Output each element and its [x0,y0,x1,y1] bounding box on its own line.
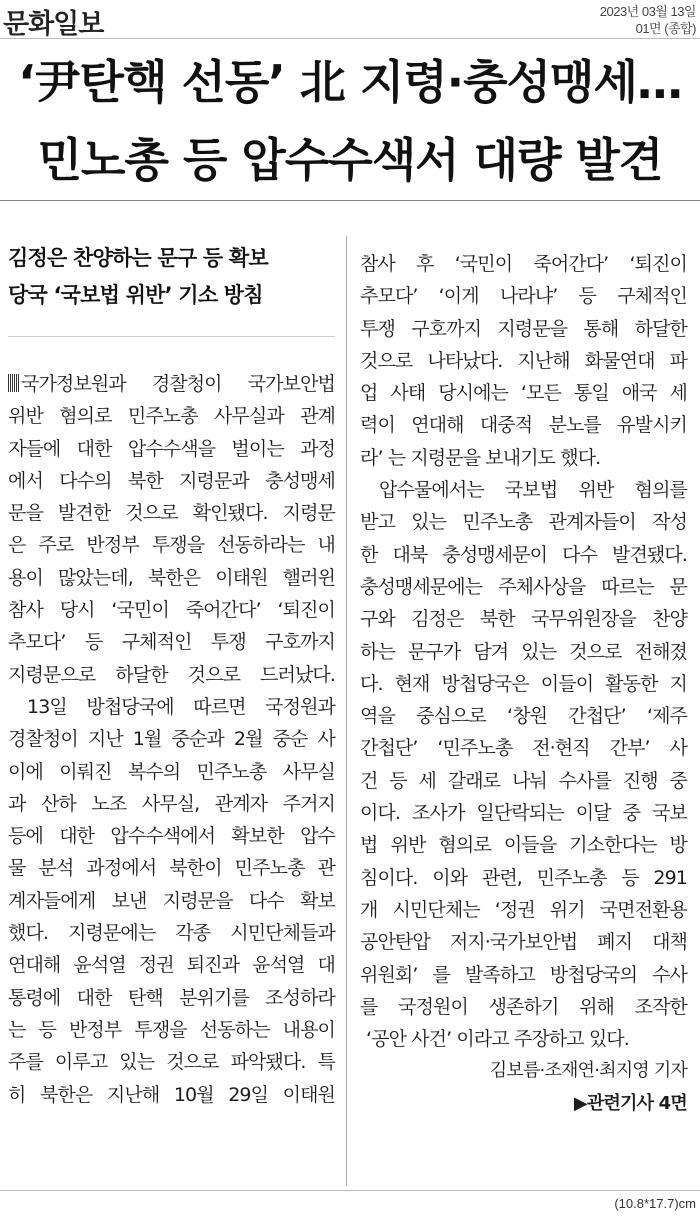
body-line: 통령에 대한 탄핵 분위기를 조성하라 [8,986,335,1009]
body-line: 것으로 나타났다. 지난해 화물연대 파 [360,349,687,372]
body-line: ‘공안 사건’ 이라고 주장하고 있다. [366,1028,629,1051]
body-line: 추모다’ ‘이게 나라냐’ 등 구체적인 [360,285,687,308]
publication-date: 2023년 03월 13일 [599,4,696,19]
body-line: 히 북한은 지난해 10월 29일 이태원 [8,1083,335,1106]
body-line: 참사 후 ‘국민이 죽어간다’ ‘퇴진이 [360,253,687,275]
body-line: 등에 대한 압수수색에서 확보한 압수 [8,825,335,848]
body-line: 13일 방첩당국에 따르면 국정원과 [27,695,335,718]
body-line: 물 분석 과정에서 북한이 민주노총 관 [8,857,335,880]
subheadline-line-2: 당국 ‘국보법 위반’ 기소 방침 [8,283,263,307]
body-line: 문을 발견한 것으로 확인됐다. 지령문 [8,502,335,525]
body-line: 에서 다수의 북한 지령문과 충성맹세 [8,469,335,492]
headline-divider [0,200,700,201]
article-column-right [360,248,687,1120]
body-line: 자들에 대한 압수수색을 벌이는 과정 [8,437,335,460]
subheadline-line-1: 김정은 찬양하는 문구 등 확보 [8,246,268,270]
article-size-note: (10.8*17.7)cm [614,1196,696,1211]
body-line: 은 주로 반정부 투쟁을 선동하라는 내 [8,534,335,557]
masthead [0,0,700,39]
bottom-divider [0,1190,700,1191]
body-line: 이다. 조사가 일단락되는 이달 중 국보 [360,802,687,825]
body-line: 연대해 윤석열 정권 퇴진과 윤석열 대 [8,954,335,977]
body-line: 공안탄압 저지·국가보안법 폐지 대책 [360,931,687,954]
body-line: 충성맹세문에는 주체사상을 따르는 문 [360,575,687,598]
column-divider [346,236,347,1186]
byline: 김보름·조재연·최지영 기자 [489,1060,687,1082]
body-line: 경찰청이 지난 1월 중순과 2월 중순 사 [8,728,335,751]
subheadline-divider [8,336,335,337]
body-line: 침이다. 이와 관련, 민주노총 등 291 [360,866,687,889]
body-line: 역을 중심으로 ‘창원 간첩단’ ‘제주 [360,705,687,728]
body-line: 받고 있는 민주노총 관계자들이 작성 [360,511,687,534]
body-line: 한 대북 충성맹세문이 다수 발견됐다. [360,543,687,566]
body-line: 이에 이뤄진 복수의 민주노총 사무실 [8,760,335,783]
article-column-left [8,240,335,1111]
subheadline-spacer [8,314,335,368]
body-line: 를 국정원이 생존하기 위해 조작한 [360,995,687,1018]
body-line: 주를 이루고 있는 것으로 파악됐다. 특 [8,1051,335,1074]
body-line: 추모다’ 등 구체적인 투쟁 구호까지 [8,631,335,654]
page-section: 01면 (종합) [635,21,696,36]
body-line: 간첩단’ ‘민주노총 전·현직 간부’ 사 [360,737,687,760]
body-line: 위반 혐의로 민주노총 사무실과 관계 [8,405,335,428]
body-line: 구와 김정은 북한 국무위원장을 찬양 [360,608,687,631]
body-line: 했다. 지령문에는 각종 시민단체들과 [8,922,335,945]
body-line: 참사 당시 ‘국민이 죽어간다’ ‘퇴진이 [8,599,335,622]
body-line: 하는 문구가 담겨 있는 것으로 전해졌 [360,640,687,663]
body-line: 지령문으로 하달한 것으로 드러났다. [8,663,335,686]
headline-line-2: 민노총 등 압수수색서 대량 발견 [37,133,663,187]
body-line: 계자들에게 보낸 지령문을 다수 확보 [8,889,335,912]
body-line: 개 시민단체는 ‘정권 위기 국면전환용 [360,898,687,921]
headline-line-1: ‘尹탄핵 선동’ 北 지령·충성맹세… [18,55,682,109]
lead-marker-icon [8,374,19,392]
newspaper-name: 문화일보 [3,9,104,40]
body-line: 용이 많았는데, 북한은 이태원 핼러윈 [8,566,335,589]
body-line: 다. 현재 방첩당국은 이들이 활동한 지 [360,672,687,695]
body-line: 건 등 세 갈래로 나눠 수사를 진행 중 [360,769,687,792]
body-line: 법 위반 혐의로 이들을 기소한다는 방 [360,834,687,857]
body-line: 는 등 반정부 투쟁을 선동하는 내용이 [8,1018,335,1041]
body-line: 압수물에서는 국보법 위반 혐의를 [379,479,687,502]
related-article-link[interactable]: ▶관련기사 4면 [573,1092,687,1114]
body-line: 라’ 는 지령문을 보내기도 했다. [360,446,601,469]
body-line: 업 사태 당시에는 ‘모든 통일 애국 세 [360,382,687,405]
body-line: 위원회’ 를 발족하고 방첩당국의 수사 [360,963,687,986]
body-line: 국가정보원과 경찰청이 국가보안법 [8,368,335,400]
body-line: 투쟁 구호까지 지령문을 통해 하달한 [360,317,687,340]
body-line: 력이 연대해 대중적 분노를 유발시키 [360,414,687,437]
body-line: 과 산하 노조 사무실, 관계자 주거지 [8,792,335,815]
